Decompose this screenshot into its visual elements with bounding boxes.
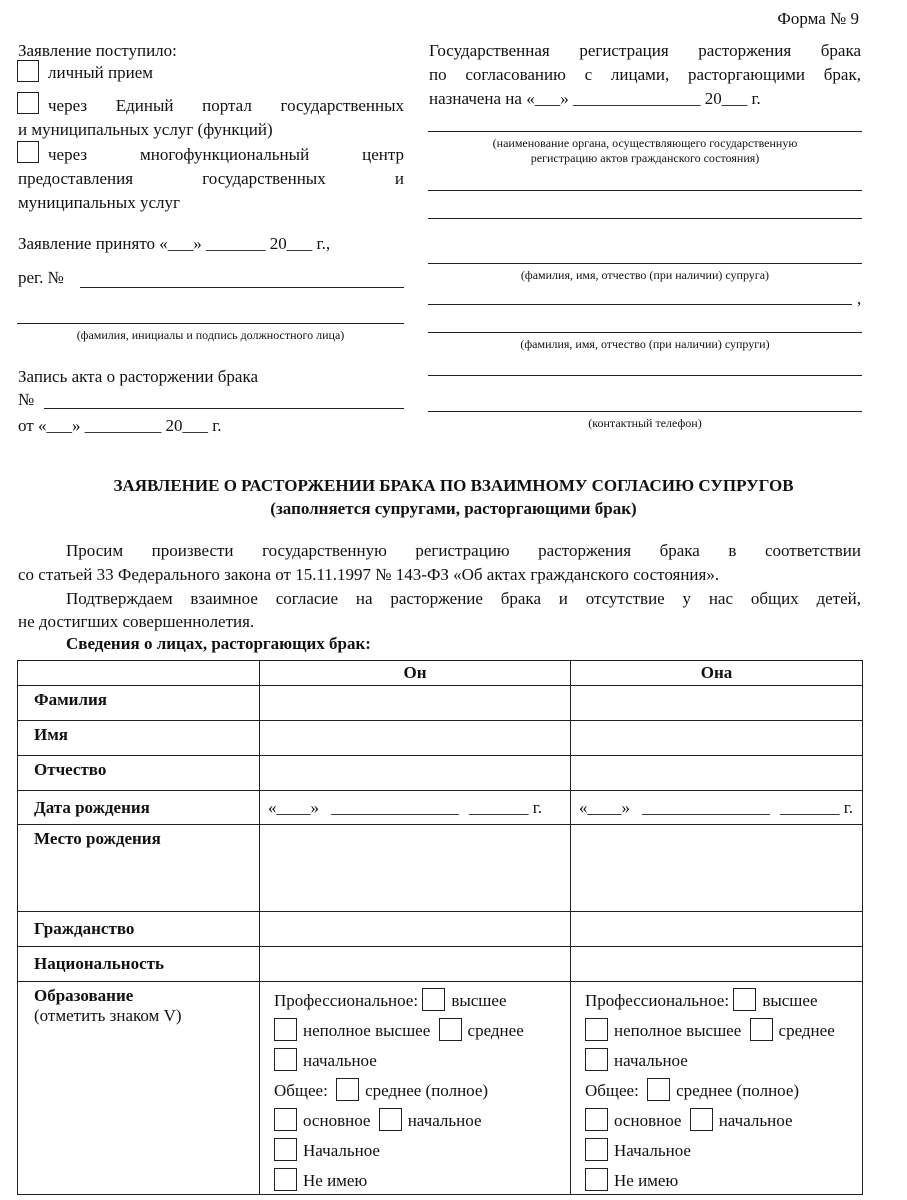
para1-line2: со статьей 33 Федерального закона от 15.11.1997 № 143-ФЗ «Об актах гражданского состояния».	[18, 565, 720, 584]
row-label-birth-place: Место рождения	[18, 825, 260, 912]
date-month: _______________	[642, 797, 770, 817]
record-number-field[interactable]	[44, 408, 404, 409]
he-higher-checkbox[interactable]	[422, 988, 445, 1011]
table-row	[18, 825, 863, 912]
reg-date-line[interactable]: назначена на «___» _______________ 20___ г.	[429, 89, 761, 108]
mfc-word-4: предоставления	[18, 169, 134, 188]
document-title: ЗАЯВЛЕНИЕ О РАСТОРЖЕНИИ БРАКА ПО ВЗАИМНОМУ СОГЛАСИЮ СУПРУГОВ	[113, 476, 794, 495]
date-day: «____»	[579, 797, 630, 817]
date-month: _______________	[331, 797, 459, 817]
he-secondary-full-checkbox[interactable]	[336, 1078, 359, 1101]
edu-elementary: Начальное	[614, 1141, 691, 1160]
he-nationality-cell[interactable]	[260, 947, 571, 982]
he-primary-prof-checkbox[interactable]	[274, 1048, 297, 1071]
row-label-birth-date: Дата рождения	[18, 791, 260, 825]
row-label-surname: Фамилия	[18, 686, 260, 721]
reg-number-field[interactable]	[80, 287, 404, 288]
accepted-line[interactable]: Заявление принято «___» _______ 20___ г.,	[18, 234, 331, 253]
received-title: Заявление поступило:	[18, 41, 177, 60]
official-signature-field[interactable]	[17, 323, 404, 324]
edu-none: Не имею	[614, 1171, 679, 1190]
reg-text-2: по согласованию с лицами, расторгающими брак,	[429, 65, 861, 84]
edu-primary: начальное	[614, 1051, 688, 1070]
checkbox-personal[interactable]	[17, 60, 39, 82]
he-elementary-checkbox[interactable]	[274, 1138, 297, 1161]
edu-secondary: среднее	[778, 1021, 835, 1040]
info-heading: Сведения о лицах, расторгающих брак:	[66, 634, 371, 653]
mfc-word-1: через	[48, 145, 88, 164]
edu-primary-general: начальное	[718, 1111, 793, 1130]
edu-none: Не имею	[303, 1171, 368, 1190]
header-blank	[18, 661, 260, 686]
organ-caption-2: регистрацию актов гражданского состояния)	[530, 151, 760, 165]
edu-elementary: Начальное	[303, 1141, 380, 1160]
mfc-word-2: многофункциональный	[139, 145, 310, 164]
persons-table	[17, 660, 863, 1195]
checkbox-mfc[interactable]	[17, 141, 39, 163]
record-title: Запись акта о расторжении брака	[18, 367, 258, 386]
edu-general: Общее:	[585, 1081, 639, 1100]
she-secondary-full-checkbox[interactable]	[647, 1078, 670, 1101]
she-citizenship-cell[interactable]	[571, 912, 863, 947]
table-row	[18, 756, 863, 791]
edu-secondary: среднее	[467, 1021, 524, 1040]
row-label-nationality: Национальность	[18, 947, 260, 982]
she-birth-place-cell[interactable]	[571, 825, 863, 912]
mfc-word-3: центр	[362, 145, 404, 164]
mfc-word-6: и	[394, 169, 404, 188]
table-row	[18, 791, 863, 825]
education-note: (отметить знаком V)	[34, 1006, 182, 1025]
organ-caption-1: (наименование органа, осуществляющего государственную	[492, 136, 798, 150]
column-she: Она	[571, 661, 863, 686]
blank-line-4[interactable]	[428, 375, 862, 376]
she-primary-general-checkbox[interactable]	[690, 1108, 713, 1131]
row-label-patronymic: Отчество	[18, 756, 260, 791]
she-incomplete-higher-checkbox[interactable]	[585, 1018, 608, 1041]
edu-general: Общее:	[274, 1081, 328, 1100]
wife-caption: (фамилия, имя, отчество (при наличии) супруги)	[520, 337, 770, 351]
edu-secondary-full: среднее (полное)	[365, 1081, 489, 1100]
education-label: Образование	[34, 986, 134, 1005]
she-name-cell[interactable]	[571, 721, 863, 756]
she-patronymic-cell[interactable]	[571, 756, 863, 791]
label-mfc-3: муниципальных услуг	[18, 193, 180, 212]
he-education-cell	[260, 982, 571, 1195]
he-incomplete-higher-checkbox[interactable]	[274, 1018, 297, 1041]
date-year: _______ г.	[780, 797, 854, 817]
edu-primary: начальное	[303, 1051, 377, 1070]
column-he: Он	[260, 661, 571, 686]
he-birth-date-cell[interactable]	[260, 791, 571, 825]
organ-field[interactable]	[428, 131, 862, 132]
official-caption: (фамилия, инициалы и подпись должностного лица)	[76, 328, 345, 342]
he-name-cell[interactable]	[260, 721, 571, 756]
reg-number-label: рег. №	[18, 268, 64, 287]
table-row	[18, 947, 863, 982]
he-surname-cell[interactable]	[260, 686, 571, 721]
she-secondary-checkbox[interactable]	[750, 1018, 773, 1041]
edu-higher: высшее	[762, 991, 818, 1010]
husband-name-field[interactable]	[428, 263, 862, 264]
mfc-word-5: государственных	[202, 169, 326, 188]
he-basic-checkbox[interactable]	[274, 1108, 297, 1131]
reg-text-1: Государственная регистрация расторжения брака	[429, 41, 861, 60]
he-primary-general-checkbox[interactable]	[379, 1108, 402, 1131]
row-label-education	[18, 982, 260, 1195]
date-day: «____»	[268, 797, 319, 817]
table-row	[18, 721, 863, 756]
he-patronymic-cell[interactable]	[260, 756, 571, 791]
she-elementary-checkbox[interactable]	[585, 1138, 608, 1161]
table-header-row	[18, 661, 863, 686]
husband-caption: (фамилия, имя, отчество (при наличии) супруга)	[520, 268, 770, 282]
checkbox-portal[interactable]	[17, 92, 39, 114]
she-basic-checkbox[interactable]	[585, 1108, 608, 1131]
label-personal: личный прием	[48, 63, 153, 82]
she-none-checkbox[interactable]	[585, 1168, 608, 1191]
table-row	[18, 686, 863, 721]
edu-professional: Профессиональное:	[274, 991, 419, 1010]
blank-line-2[interactable]	[428, 218, 862, 219]
edu-incomplete-higher: неполное высшее	[303, 1021, 431, 1040]
he-birth-place-cell[interactable]	[260, 825, 571, 912]
she-education-cell	[571, 982, 863, 1195]
she-primary-prof-checkbox[interactable]	[585, 1048, 608, 1071]
label-portal-1: через Единый портал государственных	[48, 96, 404, 115]
para2-line1: Подтверждаем взаимное согласие на расторжение брака и отсутствие у нас общих детей,	[66, 589, 861, 608]
she-surname-cell[interactable]	[571, 686, 863, 721]
blank-line-3[interactable]	[428, 304, 852, 305]
edu-primary-general: начальное	[407, 1111, 482, 1130]
edu-basic: основное	[614, 1111, 682, 1130]
he-secondary-checkbox[interactable]	[439, 1018, 462, 1041]
she-nationality-cell[interactable]	[571, 947, 863, 982]
blank-line-1[interactable]	[428, 190, 862, 191]
record-number-label: №	[18, 390, 35, 409]
comma: ,	[857, 289, 862, 308]
edu-basic: основное	[303, 1111, 371, 1130]
she-birth-date-cell[interactable]	[571, 791, 863, 825]
wife-name-field[interactable]	[428, 332, 862, 333]
edu-incomplete-higher: неполное высшее	[614, 1021, 742, 1040]
label-mfc-2	[18, 168, 404, 189]
she-higher-checkbox[interactable]	[733, 988, 756, 1011]
he-none-checkbox[interactable]	[274, 1168, 297, 1191]
row-label-name: Имя	[18, 721, 260, 756]
edu-higher: высшее	[451, 991, 507, 1010]
document-subtitle: (заполняется супругами, расторгающими брак)	[270, 499, 637, 518]
phone-field[interactable]	[428, 411, 862, 412]
table-row	[18, 912, 863, 947]
para1-line1: Просим произвести государственную регистрацию расторжения брака в соответствии	[66, 541, 861, 560]
label-mfc-1	[48, 144, 404, 165]
edu-secondary-full: среднее (полное)	[676, 1081, 800, 1100]
record-date-line[interactable]: от «___» _________ 20___ г.	[18, 416, 222, 435]
para2-line2: не достигших совершеннолетия.	[18, 612, 255, 631]
edu-professional: Профессиональное:	[585, 991, 730, 1010]
table-row	[18, 982, 863, 1195]
date-year: _______ г.	[469, 797, 543, 817]
he-citizenship-cell[interactable]	[260, 912, 571, 947]
form-number: Форма № 9	[777, 9, 859, 28]
label-portal-2: и муниципальных услуг (функций)	[18, 120, 273, 139]
row-label-citizenship: Гражданство	[18, 912, 260, 947]
phone-caption: (контактный телефон)	[588, 416, 702, 430]
